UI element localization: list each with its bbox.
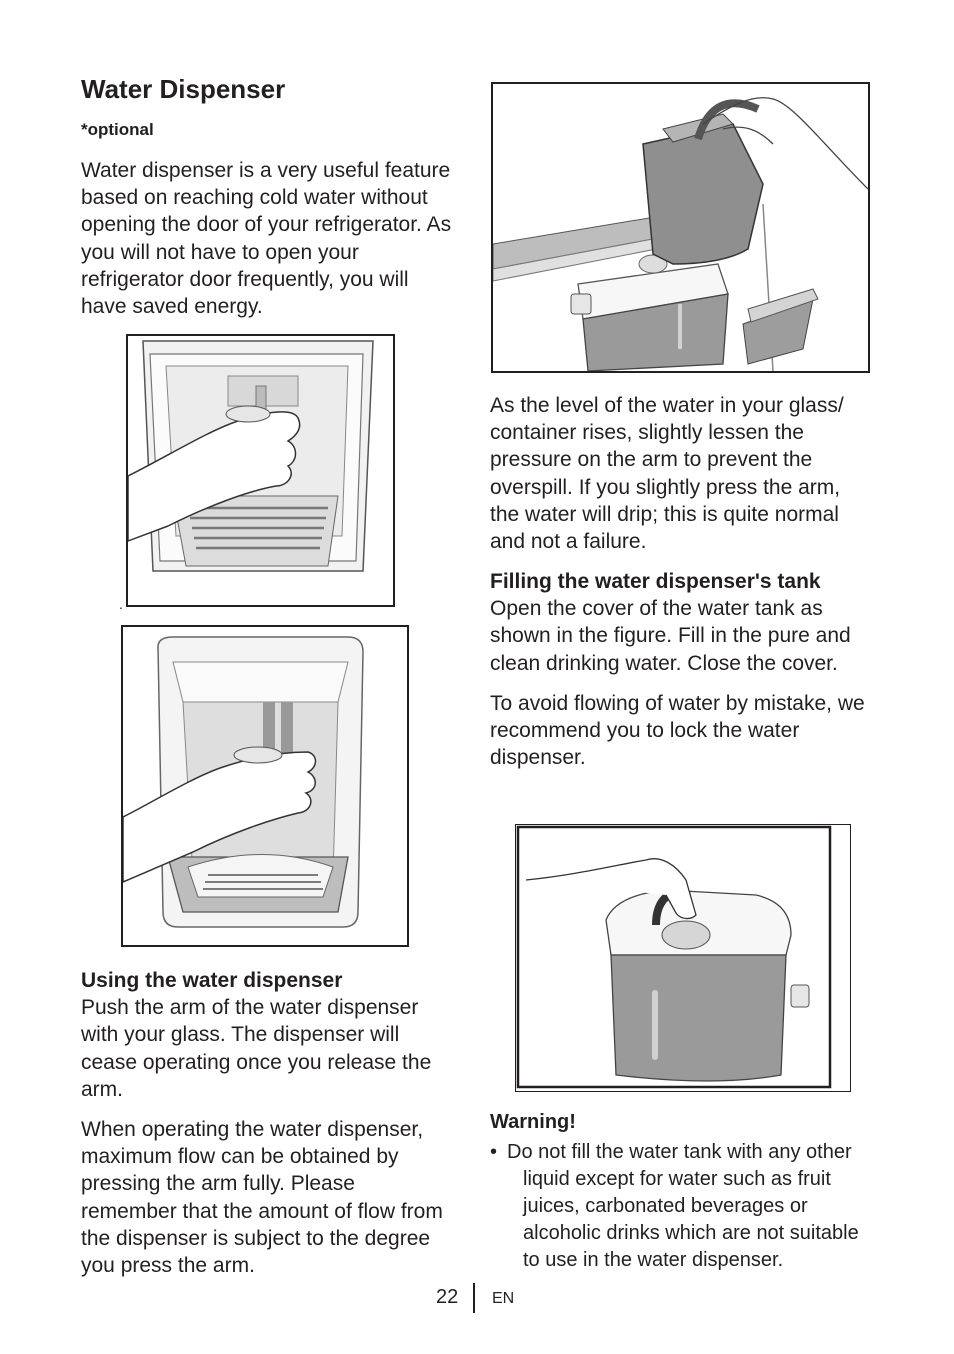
operating-paragraph: When operating the water dispenser, maximum flow can be obtained by pressing the arm fully. Please remember that the amount of flow from the dispenser is subject to the degree you press the arm.	[81, 1118, 443, 1278]
optional-note: *optional	[81, 120, 154, 139]
warning-item: Do not fill the water tank with any other liquid except for water such as fruit juices, carbonated beverages or alcoholic drinks which are not suitable to use in the water dispenser.	[507, 1141, 859, 1271]
filling-tank-heading: Filling the water dispenser's tank	[490, 570, 821, 593]
level-paragraph: As the level of the water in your glass/ container rises, slightly lessen the pressure on the arm to prevent the overspill. If you slightly press the arm, the water will drip; this is quite normal and not a failure.	[490, 394, 844, 554]
figure-filling-tank	[491, 82, 870, 373]
intro-paragraph: Water dispenser is a very useful feature based on reaching cold water without opening the door of your refrigerator. As you will not have to open your refrigerator door frequently, you will have saved energy.	[81, 159, 452, 319]
language-code: EN	[492, 1290, 515, 1307]
figure-dispenser-door	[126, 334, 395, 607]
page-title: Water Dispenser	[81, 74, 286, 104]
using-dispenser-heading: Using the water dispenser	[81, 969, 343, 992]
figure-dispenser-perspective	[121, 625, 409, 947]
warning-title: Warning!	[490, 1111, 576, 1133]
filling-tank-section	[490, 568, 875, 677]
avoid-paragraph: To avoid flowing of water by mistake, we recommend you to lock the water dispenser.	[490, 692, 865, 770]
using-dispenser-body: Push the arm of the water dispenser with your glass. The dispenser will cease operating once you release the arm.	[81, 996, 432, 1101]
bullet-symbol: •	[490, 1141, 498, 1163]
page-number: 22	[436, 1286, 459, 1308]
figure-open-cover	[515, 824, 851, 1092]
using-dispenser-section	[81, 967, 456, 1103]
filling-tank-body: Open the cover of the water tank as shown in the figure. Fill in the pure and clean drinking water. Close the cover.	[490, 597, 851, 675]
figure-dot-mark: .	[119, 596, 123, 612]
footer-divider	[473, 1283, 475, 1313]
warning-bullet	[490, 1139, 880, 1274]
